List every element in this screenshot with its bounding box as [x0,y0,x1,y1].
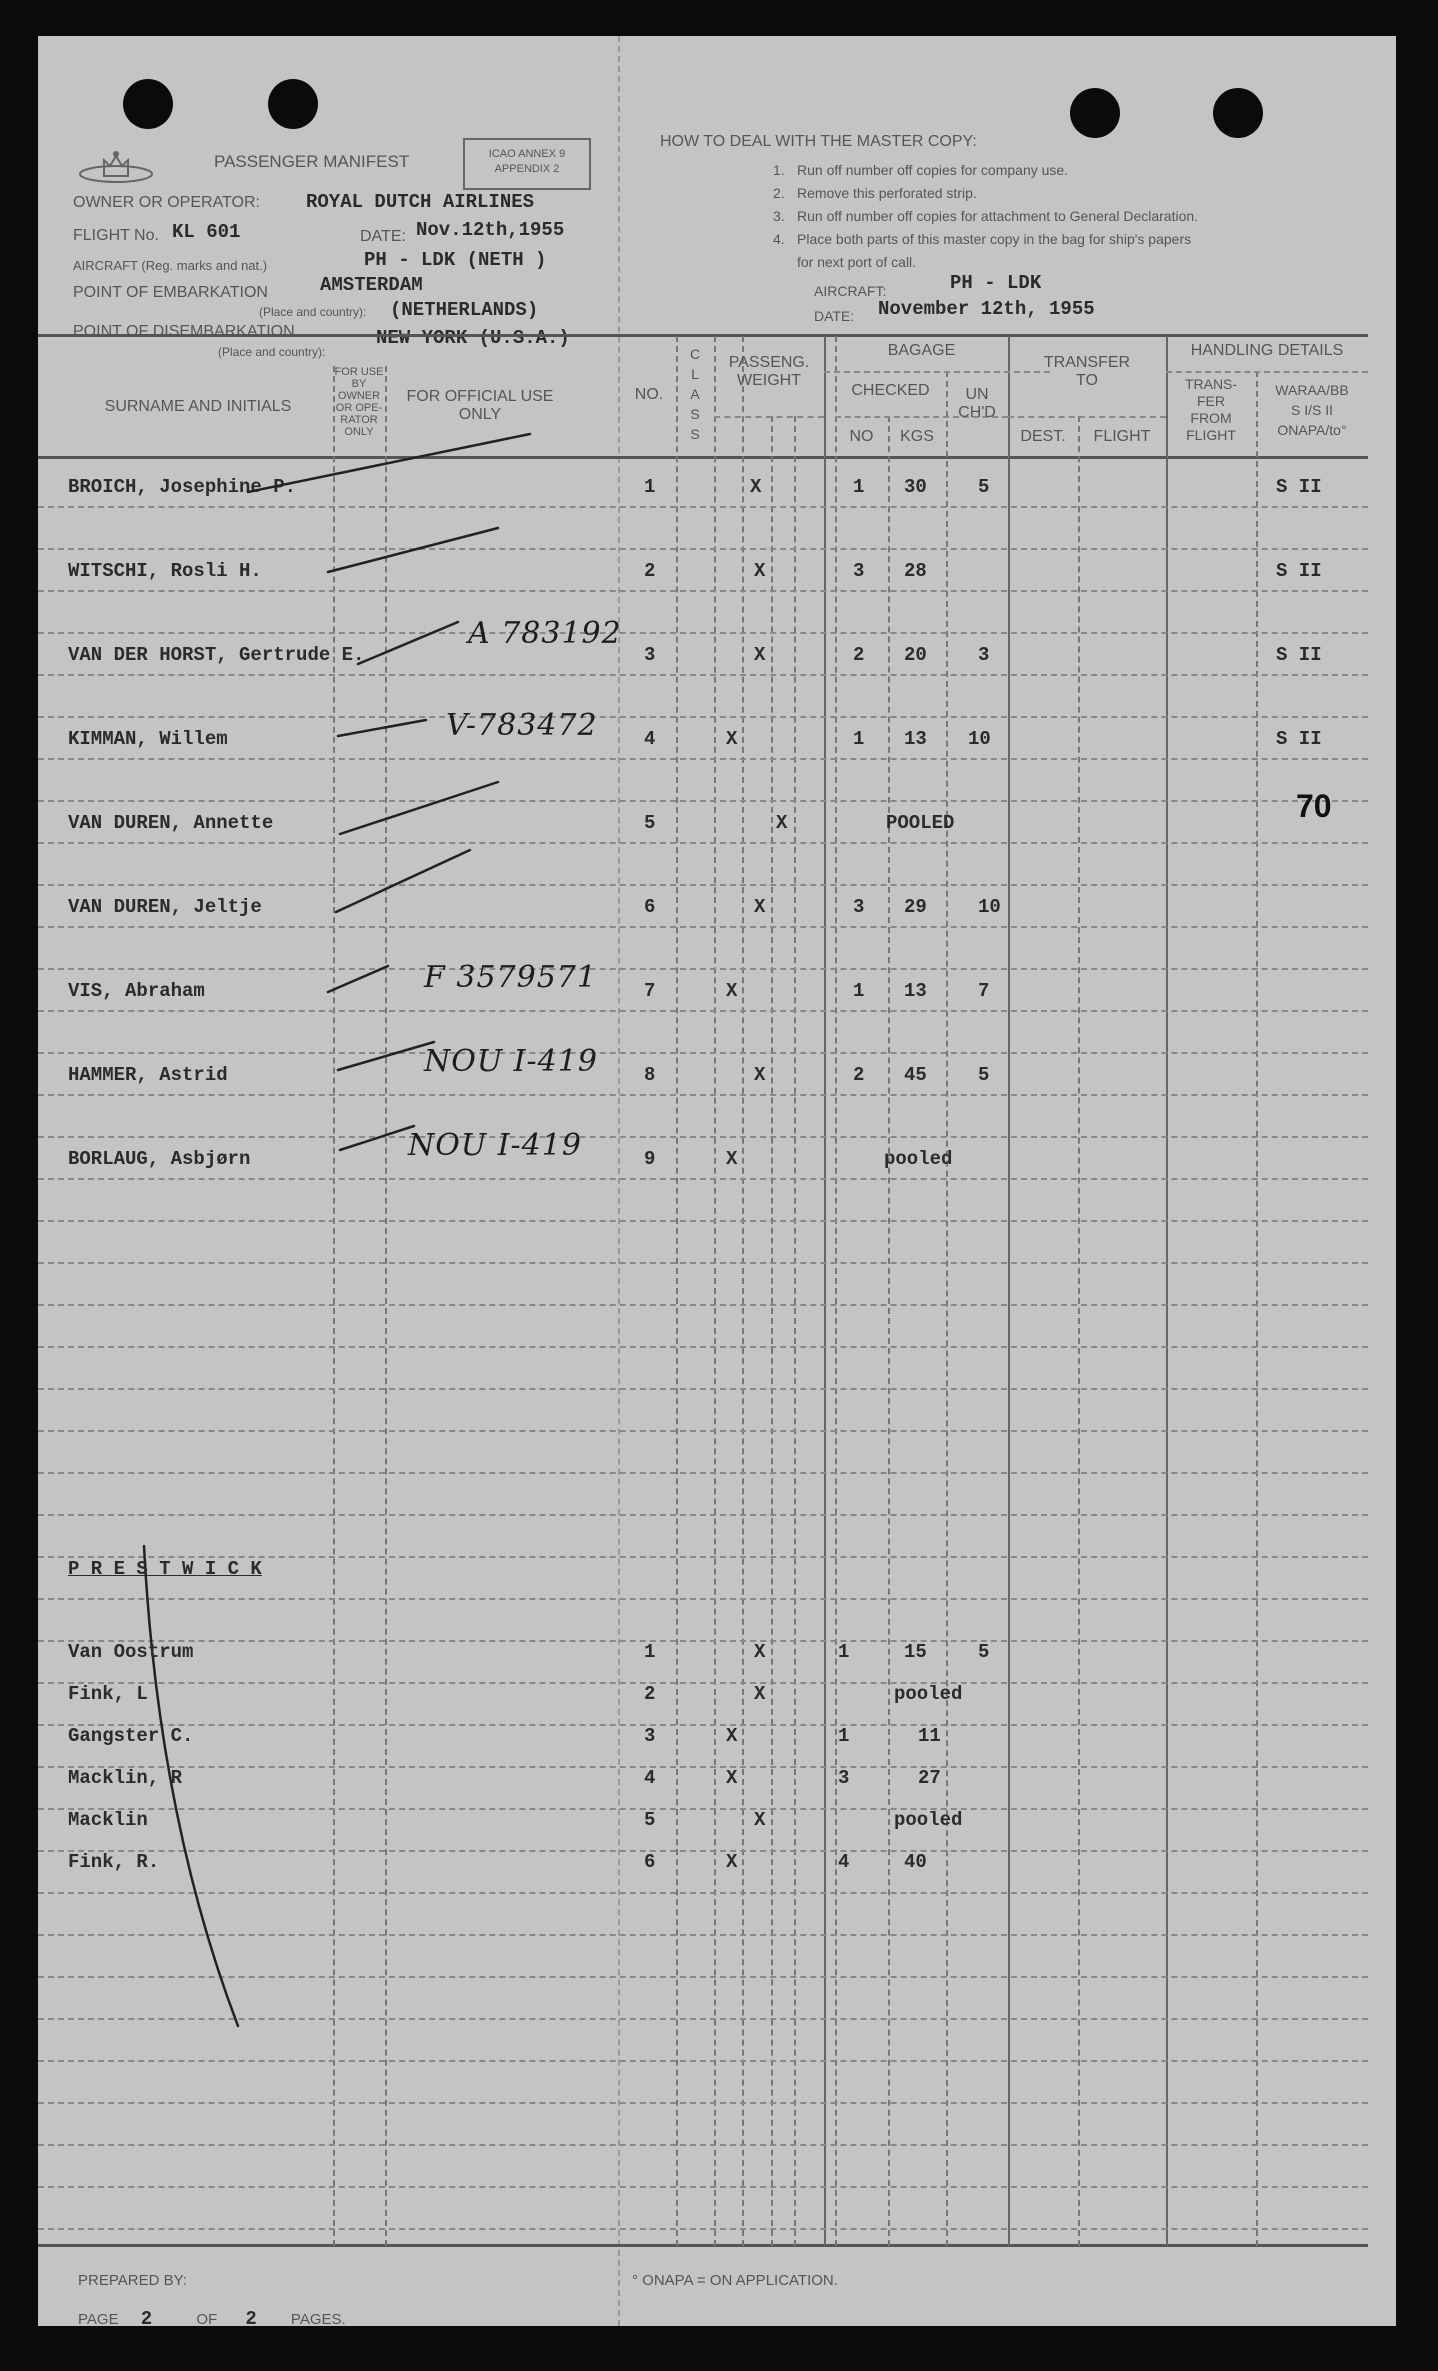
passenger-weight-mark: X [750,476,762,498]
checked-no: 1 [853,476,865,498]
checked-kgs: pooled [884,1148,953,1170]
col-owner-use: FOR USE BY OWNER OR OPE- RATOR ONLY [334,366,384,438]
place-country-label: (Place and country): [259,305,367,319]
passenger-name: BROICH, Josephine P. [68,476,297,498]
col-dest: DEST. [1020,428,1066,445]
instruction-item: 4. Place both parts of this master copy in the bag for ship's papers [773,231,1192,247]
checked-no: 2 [853,1064,865,1086]
instruction-item: 2. Remove this perforated strip. [773,185,977,201]
instruction-item: 1. Run off number off copies for company use. [773,162,1069,178]
manifest-page [38,36,1396,2330]
checked-kgs: 27 [918,1767,941,1789]
checked-kgs: 11 [918,1725,941,1747]
passenger-name: Fink, L [68,1683,148,1705]
flight-label: FLIGHT No. [73,227,159,244]
handwritten-passport-no: NOU I-419 [408,1128,582,1163]
pen-strokes [38,36,1396,2326]
col-unchd: UN CH'D [958,386,996,421]
passenger-name: VAN DER HORST, Gertrude E. [68,644,365,666]
table-row [38,1851,1368,1887]
passenger-weight-mark: X [754,1064,766,1086]
passenger-no: 5 [644,1809,656,1831]
handwritten-passport-no: F 3579571 [424,960,597,995]
handling-code: S II [1276,476,1322,498]
handwritten-passport-no: NOU I-419 [424,1044,598,1079]
col-class: C L A S S [689,346,701,442]
unchecked: 7 [978,980,990,1002]
icao-annex: ICAO ANNEX 9 [488,148,566,160]
passenger-name: HAMMER, Astrid [68,1064,228,1086]
checked-no: 3 [853,560,865,582]
passenger-no: 6 [644,1851,656,1873]
instruction-item: for next port of call. [797,254,917,270]
unchecked: 5 [978,1064,990,1086]
passenger-weight-mark: X [754,1809,766,1831]
checked-kgs: 20 [904,644,927,666]
page-count: PAGE 2 OF 2 PAGES. [78,2308,346,2330]
handling-code: S II [1276,728,1322,750]
checked-kgs: 30 [904,476,927,498]
passenger-weight-mark: X [726,1148,738,1170]
col-checked-no: NO [849,428,874,445]
checked-no: 1 [838,1641,850,1663]
passenger-name: Macklin, R [68,1767,183,1789]
stamp-number: 70 [1296,788,1332,824]
passenger-no: 1 [644,476,656,498]
col-surname: SURNAME AND INITIALS [104,398,292,415]
checked-kgs: pooled [894,1809,963,1831]
onapa-note: ° ONAPA = ON APPLICATION. [632,2272,838,2289]
checked-kgs: 28 [904,560,927,582]
checked-no: 3 [838,1767,850,1789]
embark-label: POINT OF EMBARKATION [73,284,268,301]
passenger-no: 7 [644,980,656,1002]
passenger-name: VAN DUREN, Jeltje [68,896,262,918]
table-row [38,1683,1368,1719]
embark-value: AMSTERDAM [320,274,423,296]
passenger-name: Fink, R. [68,1851,160,1873]
col-trans-from: TRANS- FER FROM FLIGHT [1184,376,1238,443]
embark-country: (NETHERLANDS) [390,299,539,321]
checked-no: 1 [838,1725,850,1747]
col-handling: HANDLING DETAILS [1190,342,1344,359]
col-waraa: WARAA/BB S I/S II ONAPA/to° [1275,382,1349,438]
unchecked: 10 [978,896,1001,918]
passenger-weight-mark: X [754,896,766,918]
passenger-no: 2 [644,1683,656,1705]
instr-aircraft-label: AIRCRAFT: [814,283,887,299]
passenger-no: 8 [644,1064,656,1086]
manifest-title: PASSENGER MANIFEST [214,152,410,171]
passenger-weight-mark: X [726,1851,738,1873]
checked-kgs: 13 [904,980,927,1002]
checked-kgs: 15 [904,1641,927,1663]
passenger-weight-mark: X [726,980,738,1002]
prepared-by-label: PREPARED BY: [78,2272,187,2289]
prestwick-heading: P R E S T W I C K [68,1558,262,1580]
passenger-weight-mark: X [726,728,738,750]
passenger-weight-mark: X [776,812,788,834]
checked-kgs: 45 [904,1064,927,1086]
handwritten-passport-no: A 783192 [468,616,622,651]
place-country-label-2: (Place and country): [218,345,326,359]
owner-value: ROYAL DUTCH AIRLINES [306,191,535,213]
handling-code: S II [1276,644,1322,666]
aircraft-label: AIRCRAFT (Reg. marks and nat.) [73,258,268,273]
table-row [38,1809,1368,1845]
passenger-no: 4 [644,728,656,750]
passenger-weight-mark: X [754,1641,766,1663]
passenger-weight-mark: X [726,1767,738,1789]
passenger-no: 3 [644,644,656,666]
passenger-no: 3 [644,1725,656,1747]
instr-date-value: November 12th, 1955 [878,298,1095,320]
passenger-name: Gangster C. [68,1725,194,1747]
passenger-no: 9 [644,1148,656,1170]
passenger-name: Van Oostrum [68,1641,194,1663]
unchecked: 5 [978,1641,990,1663]
passenger-weight-mark: X [754,1683,766,1705]
handling-code: S II [1276,560,1322,582]
checked-kgs: 40 [904,1851,927,1873]
passenger-name: Macklin [68,1809,148,1831]
passenger-name: KIMMAN, Willem [68,728,228,750]
checked-no: 2 [853,644,865,666]
date-label: DATE: [360,228,406,245]
col-passeng-weight: PASSENG. WEIGHT [728,354,810,389]
unchecked: 10 [968,728,991,750]
owner-label: OWNER OR OPERATOR: [73,194,260,211]
col-no: NO. [634,386,664,403]
checked-kgs: 13 [904,728,927,750]
unchecked: 3 [978,644,990,666]
checked-no: 4 [838,1851,850,1873]
col-transfer-to: TRANSFER TO [1043,354,1131,389]
col-flight: FLIGHT [1093,428,1151,445]
passenger-no: 6 [644,896,656,918]
passenger-weight-mark: X [754,560,766,582]
passenger-name: WITSCHI, Rosli H. [68,560,262,582]
flight-value: KL 601 [172,221,241,243]
passenger-name: VAN DUREN, Annette [68,812,274,834]
passenger-no: 5 [644,812,656,834]
table-row [38,1725,1368,1761]
passenger-no: 2 [644,560,656,582]
col-bagage: BAGAGE [887,342,956,359]
col-official-use: FOR OFFICIAL USE ONLY [406,388,554,423]
col-checked-kgs: KGS [900,428,934,445]
checked-no: 1 [853,980,865,1002]
icao-appendix: APPENDIX 2 [494,163,560,175]
checked-no: 3 [853,896,865,918]
table-row [38,1767,1368,1803]
instruction-item: 3. Run off number off copies for attachment to General Declaration. [773,208,1199,224]
instr-aircraft-value: PH - LDK [950,272,1042,294]
passenger-weight-mark: X [754,644,766,666]
passenger-name: VIS, Abraham [68,980,205,1002]
checked-no: 1 [853,728,865,750]
table-row [38,1641,1368,1677]
passenger-name: BORLAUG, Asbjørn [68,1148,251,1170]
checked-kgs: pooled [894,1683,963,1705]
disembark-value: NEW YORK (U.S.A.) [376,327,570,349]
passenger-no: 1 [644,1641,656,1663]
aircraft-value: PH - LDK (NETH ) [364,249,547,271]
handwritten-passport-no: V-783472 [446,708,598,743]
col-checked: CHECKED [851,382,930,399]
checked-kgs: 29 [904,896,927,918]
unchecked: 5 [978,476,990,498]
passenger-weight-mark: X [726,1725,738,1747]
instructions-title: HOW TO DEAL WITH THE MASTER COPY: [660,133,977,150]
checked-kgs: POOLED [886,812,955,834]
disembark-label: POINT OF DISEMBARKATION [73,323,295,340]
date-value: Nov.12th,1955 [416,219,565,241]
instr-date-label: DATE: [814,308,855,324]
passenger-no: 4 [644,1767,656,1789]
